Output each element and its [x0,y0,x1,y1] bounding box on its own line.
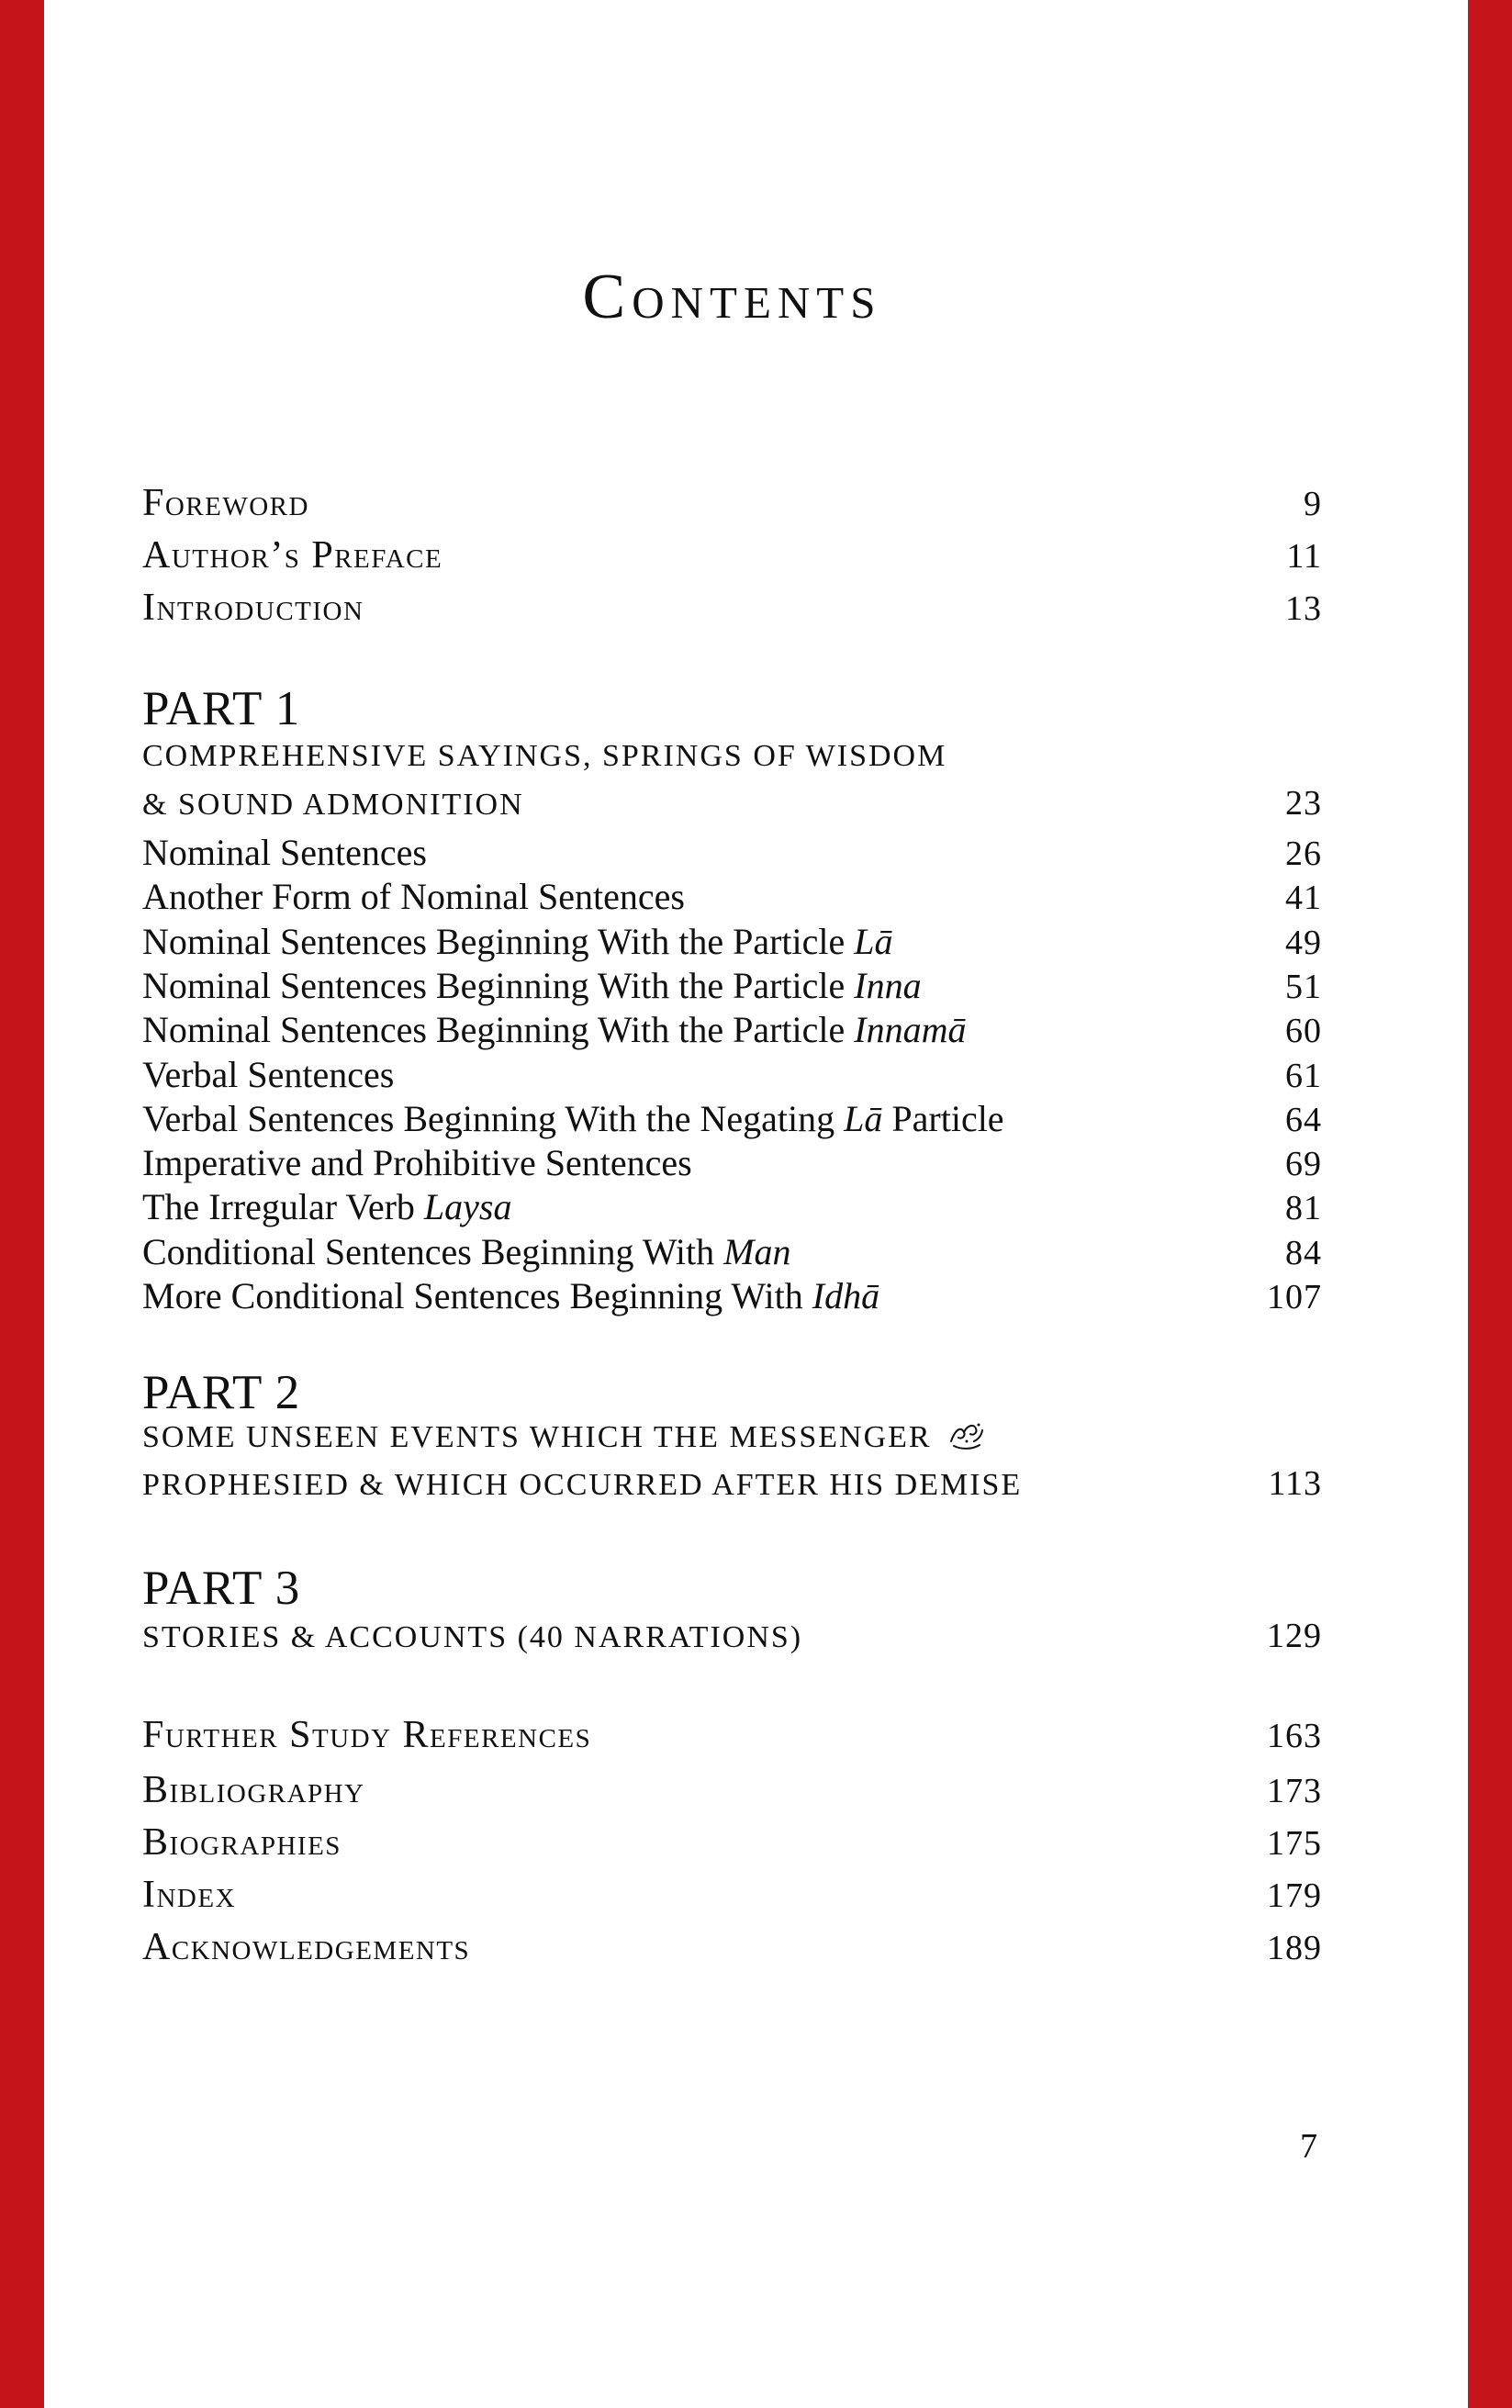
pbuh-calligraphy-icon [948,1419,985,1452]
toc-page-number: 163 [1267,1717,1322,1755]
toc-row-label: Conditional Sentences Beginning With Man [142,1231,791,1272]
toc-row [142,1713,1322,1757]
contents-title: Contents [582,262,882,332]
folio-page-number: 7 [1300,2127,1317,2166]
toc-row-label: Further Study References [142,1714,592,1756]
toc-row-label: Foreword [142,482,309,524]
toc-page-number: 64 [1285,1101,1322,1139]
part-heading [142,1365,1322,1420]
part-heading [142,1561,1322,1616]
toc-row [142,1097,1322,1140]
toc-page-number: 84 [1285,1234,1322,1272]
toc-row-label: Nominal Sentences Beginning With the Particle Inna [142,965,922,1006]
toc-row [142,533,1322,577]
toc-row-label-italic: Lā [854,921,893,962]
toc-row [142,1230,1322,1273]
toc-row-label: Author’s Preface [142,534,443,577]
toc-page-number: 175 [1267,1824,1322,1863]
toc-row-label: & SOUND ADMONITION [142,788,524,822]
toc-row [142,1053,1322,1096]
toc-page-number: 11 [1286,537,1322,576]
toc-page-number: 113 [1268,1464,1322,1503]
toc-row [142,1616,1322,1656]
toc-row [142,739,1322,774]
toc-row [142,1873,1322,1917]
toc-row-label: Imperative and Prohibitive Sentences [142,1142,692,1183]
toc-row [142,1274,1322,1317]
toc-row-label: Nominal Sentences [142,832,427,873]
toc-row-label: Verbal Sentences [142,1054,395,1095]
toc-row-label: PART 3 [142,1562,301,1615]
toc-page-number: 23 [1285,784,1322,823]
toc-row [142,1463,1322,1504]
toc-row [142,481,1322,525]
toc-row-label-italic: Man [723,1231,791,1272]
toc-row [142,783,1322,823]
toc-page-number: 61 [1285,1057,1322,1095]
toc-row-label: PART 2 [142,1366,301,1419]
toc-page-number: 107 [1267,1278,1322,1316]
toc-row [142,920,1322,963]
toc-page-number: 129 [1267,1617,1322,1655]
toc-row-label: Introduction [142,587,364,629]
book-cover-edge-right [1468,0,1512,2408]
toc-row [142,831,1322,874]
toc-row-label-italic: Lā [844,1098,883,1139]
toc-page-number: 49 [1285,924,1322,962]
toc-row-label: Bibliography [142,1769,365,1811]
toc-row [142,1141,1322,1184]
toc-page-number: 9 [1304,485,1322,523]
toc-row-label: Acknowledgements [142,1926,471,1968]
toc-row [142,1008,1322,1051]
toc-row-label: COMPREHENSIVE SAYINGS, SPRINGS OF WISDOM [142,739,947,773]
toc-row-label: More Conditional Sentences Beginning With Idhā [142,1275,880,1316]
toc-page-number: 69 [1285,1145,1322,1183]
toc-row-label: PROPHESIED & WHICH OCCURRED AFTER HIS DEMISE [142,1468,1023,1502]
toc-page-number: 189 [1267,1929,1322,1967]
toc-row-label-italic: Idhā [812,1275,880,1316]
toc-page-number: 41 [1285,879,1322,917]
toc-page-number: 13 [1285,589,1322,628]
toc-row-label: STORIES & ACCOUNTS (40 NARRATIONS) [142,1620,803,1654]
book-cover-edge-left [0,0,44,2408]
toc-row-label: PART 1 [142,682,301,735]
toc-row-label: Biographies [142,1821,342,1864]
toc-page-number: 81 [1285,1189,1322,1227]
toc-row [142,1925,1322,1969]
toc-row [142,1419,1322,1455]
toc-row-label-italic: Inna [854,965,922,1006]
toc-page-number: 179 [1267,1876,1322,1915]
table-of-contents [142,0,1322,2408]
toc-row-label: Nominal Sentences Beginning With the Particle Innamā [142,1009,967,1050]
toc-row-label-italic: Innamā [854,1009,967,1050]
toc-row [142,1768,1322,1812]
toc-page-number: 173 [1267,1772,1322,1810]
toc-page-number: 60 [1285,1012,1322,1050]
toc-row [142,586,1322,630]
toc-row [142,1185,1322,1228]
toc-row [142,875,1322,918]
part-heading [142,681,1322,736]
toc-row-label: The Irregular Verb Laysa [142,1186,512,1227]
toc-page-number: 51 [1285,968,1322,1006]
toc-row-label-italic: Laysa [423,1186,512,1227]
toc-row [142,964,1322,1007]
toc-row-label: Index [142,1874,237,1916]
toc-row-label: Nominal Sentences Beginning With the Particle Lā [142,921,893,962]
toc-row [142,1820,1322,1865]
toc-row-label: Verbal Sentences Beginning With the Negating Lā Particle [142,1098,1004,1139]
toc-row-label: SOME UNSEEN EVENTS WHICH THE MESSENGER [142,1419,985,1455]
toc-row-label: Another Form of Nominal Sentences [142,876,685,917]
toc-page-number: 26 [1285,834,1322,873]
